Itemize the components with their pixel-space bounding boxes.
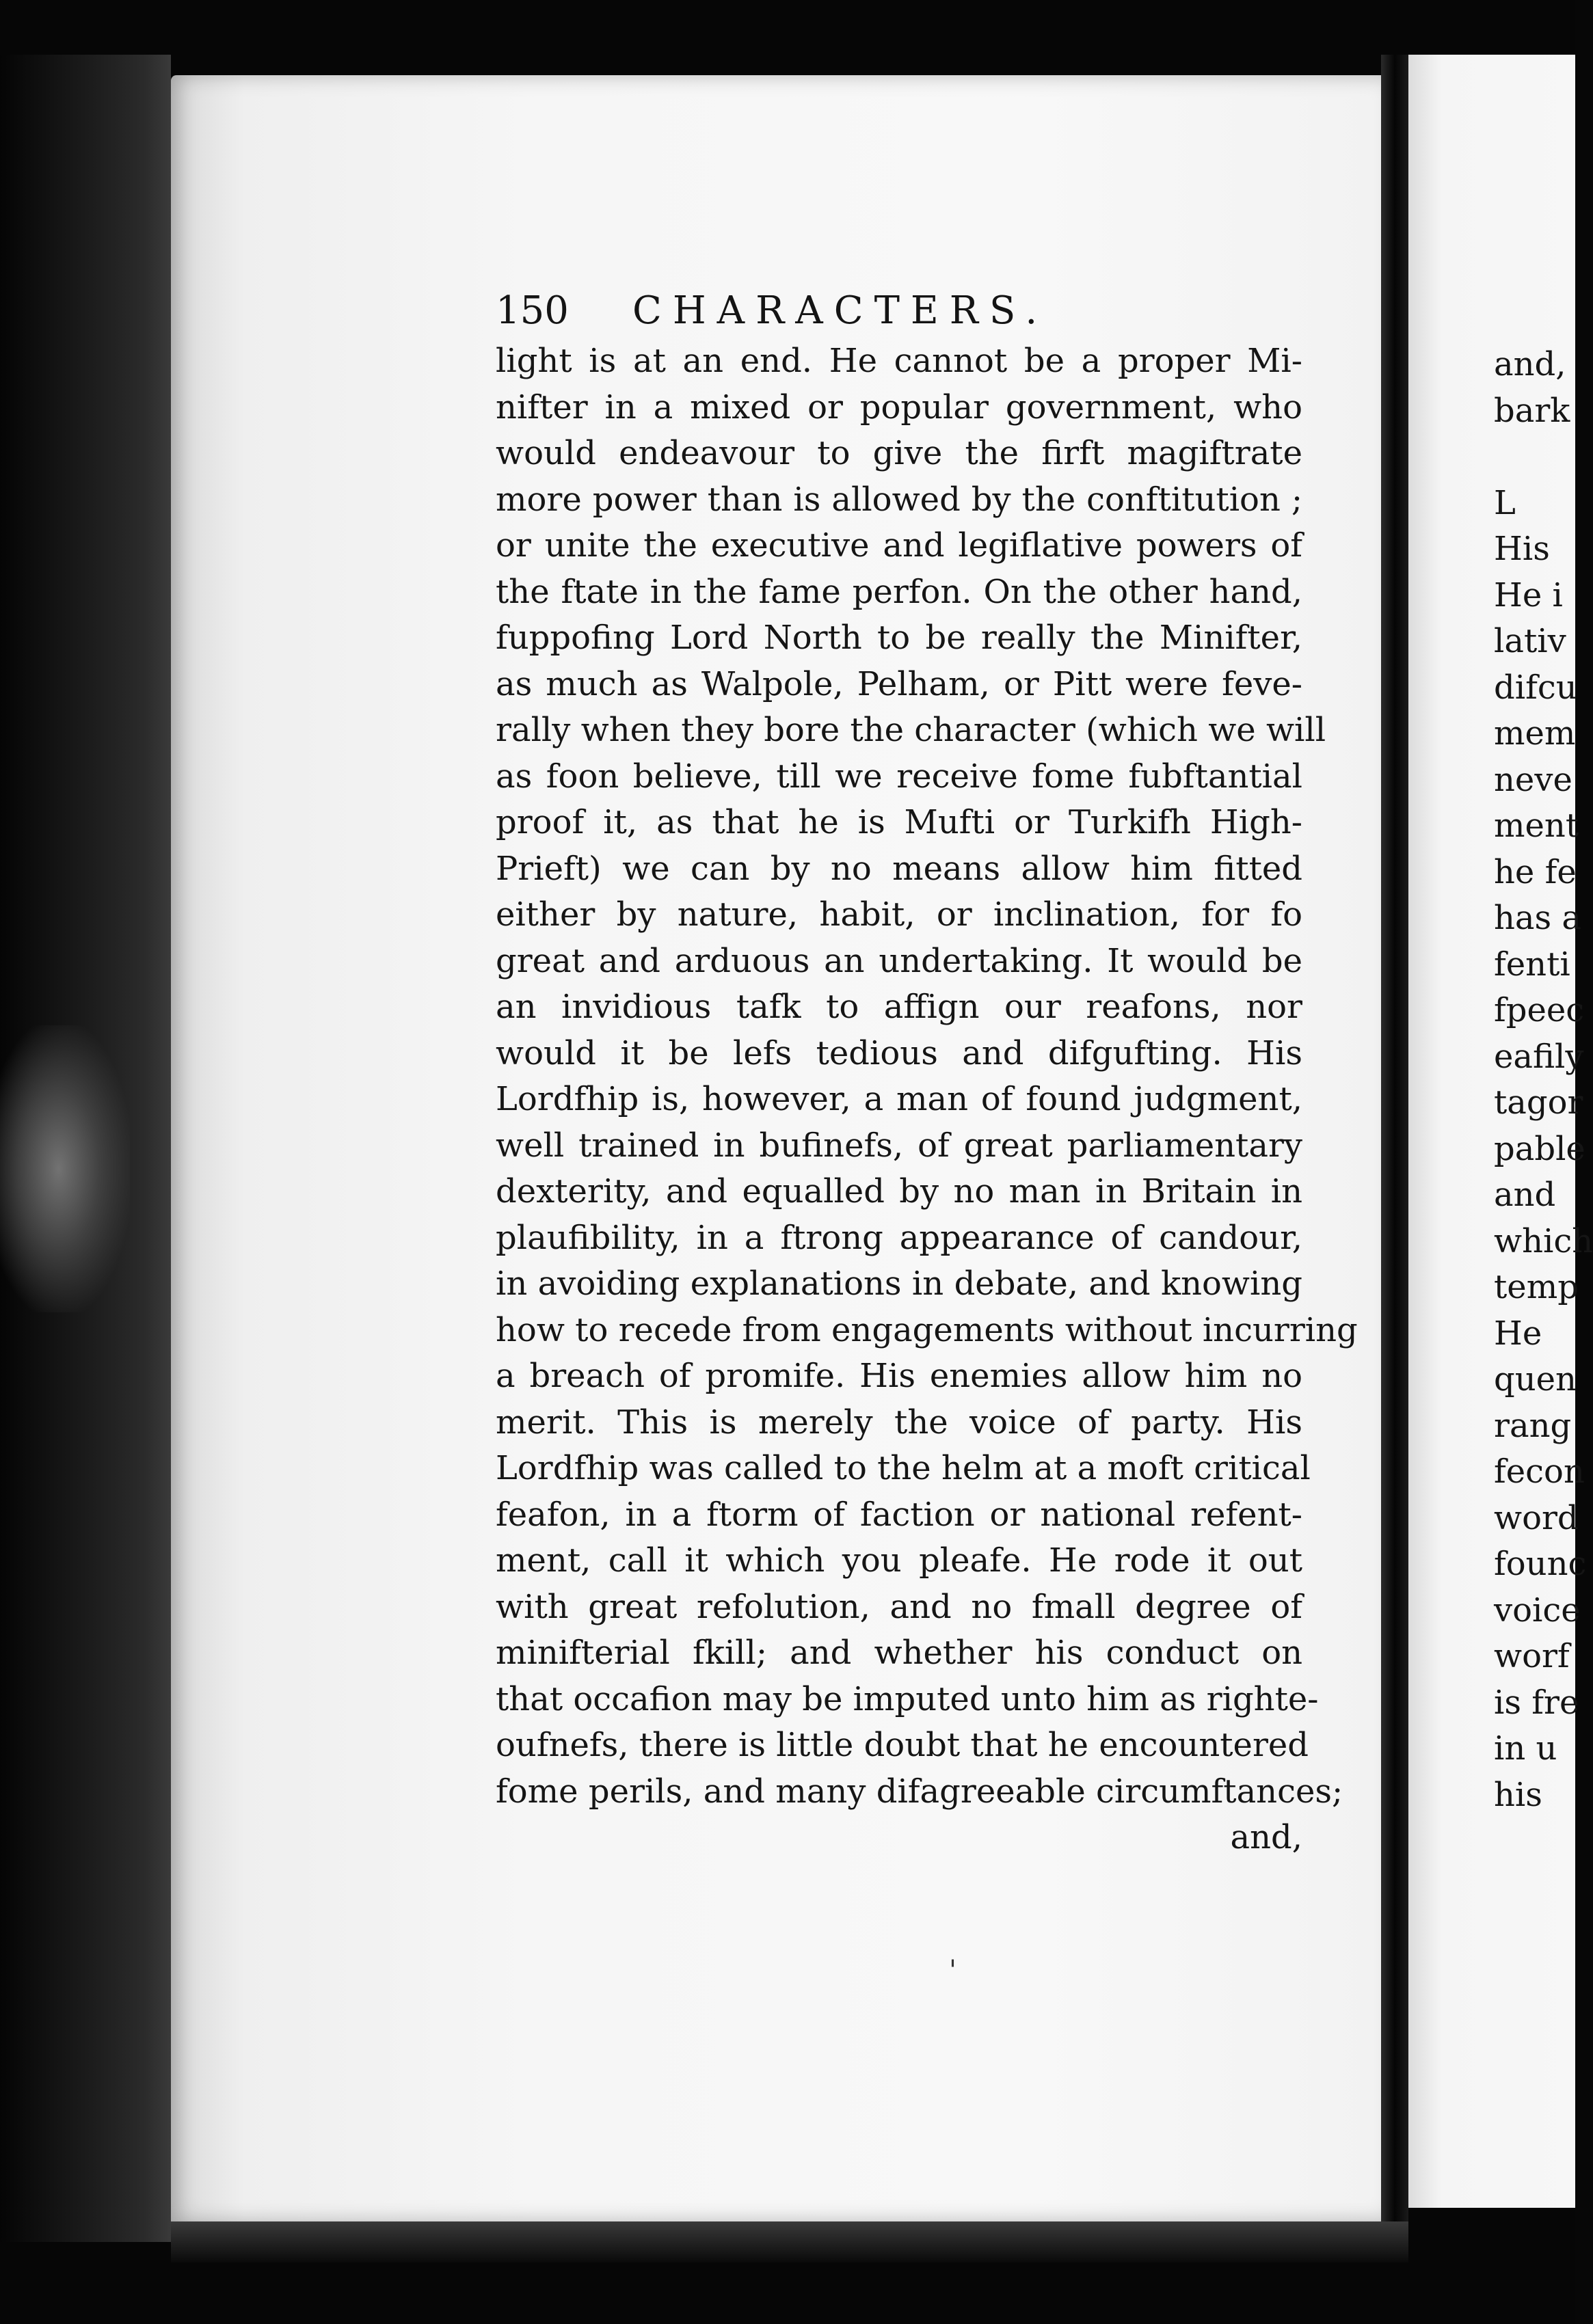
text-line: dexterity, and equalled by no man in Britain in [496, 1172, 1302, 1211]
facing-page-fragment: quen [1494, 1360, 1577, 1399]
text-line: minifterial fkill; and whether his conduct on [496, 1634, 1302, 1672]
text-line: the ftate in the fame perfon. On the other hand, [496, 572, 1302, 611]
text-line: would it be lefs tedious and difgufting. His [496, 1033, 1302, 1072]
facing-page-fragment: difcu [1494, 668, 1577, 707]
facing-page-fragment: ment [1494, 807, 1579, 845]
facing-page-fragment: in u [1494, 1729, 1557, 1768]
text-line: Lordfhip is, however, a man of found judgment, [496, 1080, 1302, 1118]
facing-page-fragment: and [1494, 1176, 1556, 1214]
facing-page-fragment: rang [1494, 1406, 1572, 1445]
text-line: nifter in a mixed or popular government, who [496, 388, 1302, 427]
facing-page-fragment: worf [1494, 1637, 1570, 1675]
text-line: fuppofing Lord North to be really the Minifter, [496, 619, 1302, 657]
facing-page-fragment: which [1494, 1221, 1593, 1260]
text-line: light is at an end. He cannot be a proper Mi- [496, 342, 1302, 380]
facing-page-fragment: word [1494, 1498, 1579, 1537]
text-line: ment, call it which you pleafe. He rode it out [496, 1541, 1302, 1580]
facing-page-fragment: is fre [1494, 1683, 1579, 1722]
text-line: would endeavour to give the firft magiftrate [496, 434, 1302, 472]
page-mark: ' [949, 1955, 956, 1986]
page-number: 150 [496, 288, 569, 333]
text-line: how to recede from engagements without incurring [496, 1310, 1358, 1349]
text-line: Prieft) we can by no means allow him fitted [496, 849, 1302, 888]
binding-stain [0, 1025, 130, 1312]
facing-page-fragment: eafily [1494, 1037, 1584, 1076]
facing-page-fragment: founc [1494, 1545, 1587, 1583]
facing-page-fragment: bark [1494, 391, 1570, 430]
text-line: oufnefs, there is little doubt that he encountered [496, 1726, 1309, 1764]
facing-page-fragment: He i [1494, 576, 1563, 614]
facing-page-fragment: L [1494, 483, 1516, 522]
text-line: more power than is allowed by the conftitution ; [496, 480, 1302, 519]
page-heading: CHARACTERS. [632, 288, 1049, 333]
facing-page-fragment: his [1494, 1775, 1542, 1814]
facing-page-fragment: voice [1494, 1591, 1581, 1630]
facing-page-fragment: mem [1494, 714, 1576, 753]
text-line: well trained in bufinefs, of great parliamentary [496, 1126, 1302, 1165]
page-bottom-shadow [171, 2221, 1408, 2262]
facing-page-fragment: fecon [1494, 1452, 1585, 1491]
text-line: merit. This is merely the voice of party. His [496, 1403, 1302, 1442]
facing-page-fragment: tagor [1494, 1083, 1583, 1122]
text-line: as much as Walpole, Pelham, or Pitt were feve- [496, 664, 1302, 703]
facing-page-fragment: pable [1494, 1129, 1585, 1168]
text-line: proof it, as that he is Mufti or Turkifh High- [496, 803, 1302, 841]
text-line: with great refolution, and no fmall degree of [496, 1587, 1302, 1626]
facing-page-fragment: has a [1494, 899, 1582, 937]
facing-page-fragment [1494, 434, 1575, 481]
text-line: plaufibility, in a ftrong appearance of candour, [496, 1218, 1302, 1257]
text-line: rally when they bore the character (which we will [496, 711, 1326, 749]
facing-page-fragment: and, [1494, 345, 1566, 383]
text-line: a breach of promife. His enemies allow him no [496, 1357, 1302, 1395]
text-line: either by nature, habit, or inclination, for fo [496, 895, 1302, 934]
facing-page-fragment: fpeec [1494, 991, 1585, 1029]
text-line: in avoiding explanations in debate, and knowing [496, 1265, 1302, 1303]
facing-page-text [1494, 342, 1593, 1818]
text-line: or unite the executive and legiflative powers of [496, 526, 1302, 565]
facing-page-fragment: neve [1494, 760, 1572, 799]
facing-page-fragment: He [1494, 1314, 1542, 1353]
body-text [496, 338, 1358, 1861]
text-line: feafon, in a ftorm of faction or national refent- [496, 1495, 1302, 1534]
text-line: fome perils, and many difagreeable circumftances; [496, 1772, 1343, 1811]
facing-page-fragment: His [1494, 530, 1550, 568]
running-head [496, 284, 1207, 338]
facing-page-fragment: temp [1494, 1268, 1579, 1306]
text-line: Lordfhip was called to the helm at a moft critical [496, 1449, 1311, 1487]
catchword: and, [1230, 1818, 1302, 1856]
text-line: an invidious tafk to affign our reafons, nor [496, 988, 1302, 1026]
text-line: as foon believe, till we receive fome fubftantial [496, 757, 1302, 796]
facing-page-fragment: lativ [1494, 622, 1566, 660]
text-line: that occafion may be imputed unto him as righte- [496, 1679, 1319, 1718]
facing-page-fragment: fenti [1494, 945, 1570, 984]
text-line: great and arduous an undertaking. It would be [496, 941, 1302, 980]
facing-page-fragment: he fe [1494, 852, 1577, 891]
page-gutter [1381, 55, 1408, 2242]
